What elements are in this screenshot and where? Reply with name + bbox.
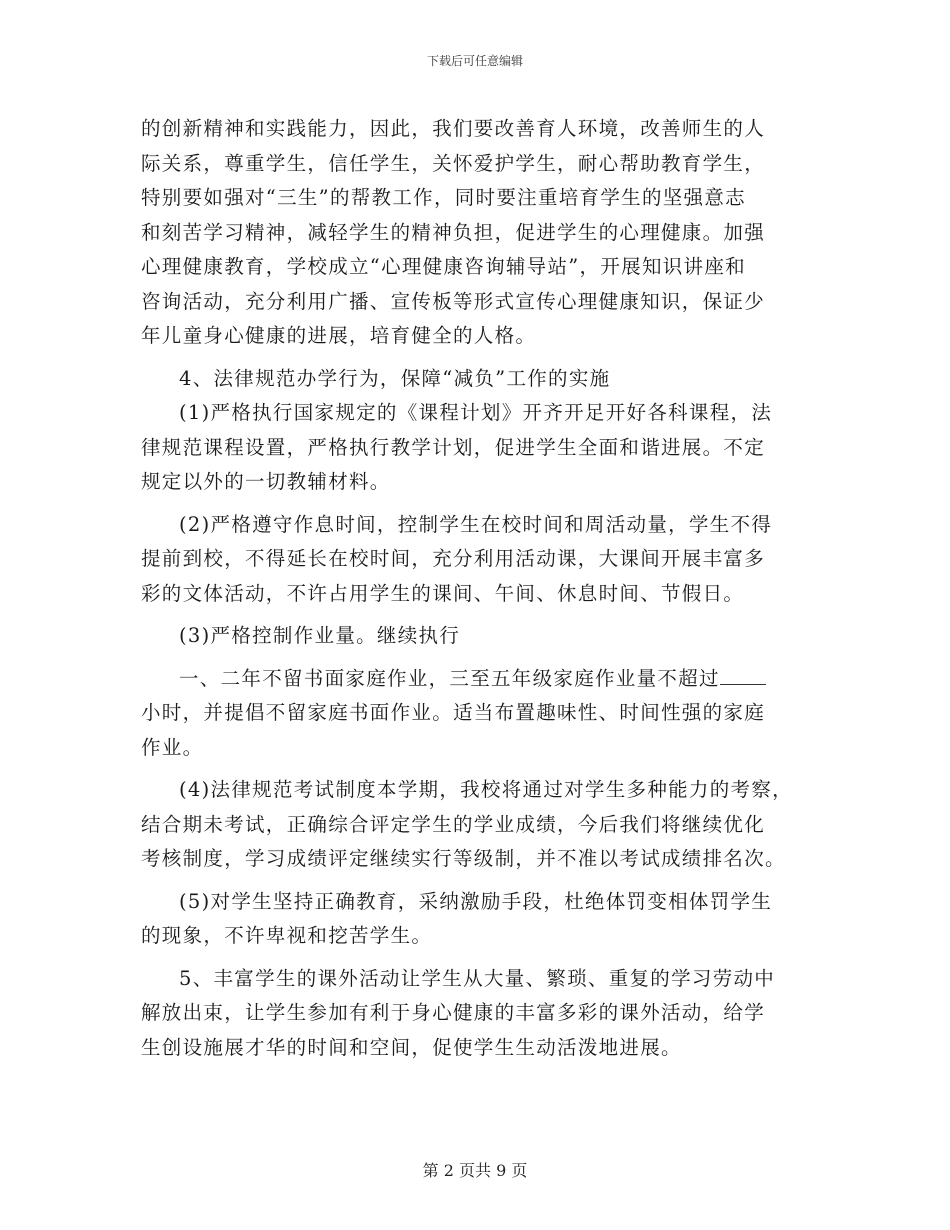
text-line: 和刻苦学习精神，减轻学生的精神负担，促进学生的心理健康。加强 <box>141 220 766 244</box>
text-line: (5)对学生坚持正确教育，采纳激励手段，杜绝体罚变相体罚学生 <box>179 889 773 913</box>
page-header: 下载后可任意编辑 <box>426 54 523 68</box>
text-line: 的创新精神和实践能力，因此，我们要改善育人环境，改善师生的人 <box>141 117 766 140</box>
text-line: 咨询活动，充分利用广播、宣传板等形式宣传心理健康知识，保证少 <box>141 289 766 313</box>
text-line: 特别要如强对“三生”的帮教工作，同时要注重培育学生的坚强意志 <box>141 186 746 209</box>
section-heading: 4、法律规范办学行为，保障“减负”工作的实施 <box>179 366 611 390</box>
text-line: 规定以外的一切教辅材料。 <box>141 470 391 493</box>
text-line: (2)严格遵守作息时间，控制学生在校时间和周活动量，学生不得 <box>179 512 773 536</box>
page-number: 第 2 页共 9 页 <box>422 1161 528 1180</box>
text-line: 律规范课程设置，严格执行教学计划，促进学生全面和谐进展。不定 <box>141 435 766 459</box>
document-body <box>141 112 813 1065</box>
text-line: 小时，并提倡不留家庭书面作业。适当布置趣味性、时间性强的家庭 <box>141 701 766 724</box>
section-heading: 5、丰富学生的课外活动让学生从大量、繁琐、重复的学习劳动中 <box>179 966 776 990</box>
text-line: (4)法律规范考试制度本学期，我校将通过对学生多种能力的考察， <box>179 778 793 801</box>
text-line: 解放出束，让学生参加有利于身心健康的丰富多彩的课外活动，给学 <box>141 1001 766 1024</box>
text-line: 提前到校，不得延长在校时间，充分利用活动课，大课间开展丰富多 <box>141 547 766 570</box>
text-line: 彩的文体活动，不许占用学生的课间、午间、休息时间、节假日。 <box>141 581 745 605</box>
text-line: (3)严格控制作业量。继续执行 <box>179 624 461 647</box>
text-fragment: 一、二年不留书面家庭作业，三至五年级家庭作业量不超过 <box>179 666 720 690</box>
text-line: 生创设施展才华的时间和空间，促使学生生动活泼地进展。 <box>141 1035 682 1059</box>
text-line: 心理健康教育，学校成立“心理健康咨询辅导站”，开展知识讲座和 <box>141 255 746 278</box>
text-line: (1)严格执行国家规定的《课程计划》开齐开足开好各科课程，法 <box>179 401 773 424</box>
fill-in-blank <box>720 662 766 685</box>
text-line: 年儿童身心健康的进展，培育健全的人格。 <box>141 324 537 347</box>
text-line: 的现象，不许卑视和挖苦学生。 <box>141 924 433 947</box>
text-line: 作业。 <box>141 735 204 759</box>
text-line: 结合期未考试，正确综合评定学生的学业成绩，今后我们将继续优化 <box>141 812 766 836</box>
text-line <box>141 662 813 697</box>
text-line: 际关系，尊重学生，信任学生，关怀爱护学生，耐心帮助教育学生， <box>141 151 766 175</box>
text-line: 考核制度，学习成绩评定继续实行等级制，并不准以考试成绩排名次。 <box>141 847 786 870</box>
